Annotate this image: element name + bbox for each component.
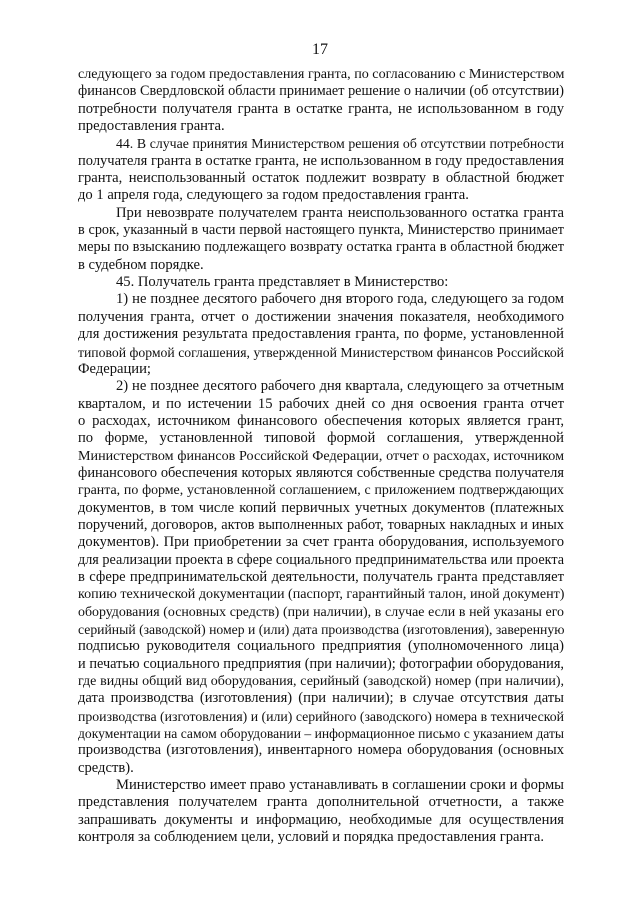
- text-line: производства (изготовления), инвентарного номера оборудования (основных: [78, 742, 564, 759]
- text-line: При невозврате получателем гранта неиспользованного остатка гранта: [116, 204, 564, 221]
- text-line: копию технической документации (паспорт, гарантийный талон, иной документ): [78, 586, 565, 603]
- text-line: документации на самом оборудовании – информационное письмо с указанием даты: [78, 726, 565, 742]
- text-line: меры по взысканию подлежащего возврату остатка гранта в областной бюджет: [78, 239, 564, 256]
- text-line: в срок, указанный в части первой настоящего пункта, Министерство принимает: [78, 222, 564, 239]
- text-line: в сфере предпринимательской деятельности, получатель гранта представляет: [78, 568, 564, 585]
- document-body: [78, 66, 564, 846]
- text-line: кварталом, и по истечении 15 рабочих дней со дня освоения гранта отчет: [78, 395, 564, 412]
- text-line: получения гранта, отчет о достижении значения показателя, необходимого: [78, 308, 564, 325]
- text-line: запрашивать документы и информацию, необходимые для осуществления: [78, 811, 564, 828]
- text-line: гранта, по форме, установленной соглашением, с приложением подтверждающих: [78, 483, 564, 499]
- text-line: 45. Получатель гранта представляет в Министерство:: [116, 274, 449, 291]
- text-line: поручений, договоров, актов выполненных работ, товарных накладных и иных: [78, 516, 564, 533]
- text-line: 2) не позднее десятого рабочего дня квартала, следующего за отчетным: [116, 378, 564, 395]
- text-line: потребности получателя гранта в остатке гранта, не использованном в году: [78, 100, 564, 117]
- text-line: о расходах, источником финансового обеспечения которых является грант,: [78, 412, 564, 429]
- text-line: Федерации;: [78, 360, 151, 377]
- text-line: Министерством финансов Российской Федерации, отчет о расходах, источником: [78, 447, 564, 464]
- text-line: для достижения результата предоставления гранта, по форме, установленной: [78, 326, 564, 343]
- text-line: для реализации проекта в сфере социального предпринимательства или проекта: [78, 551, 564, 568]
- text-line: серийный (заводской) номер и (или) дата производства (изготовления), заверенную: [78, 622, 565, 637]
- text-line: оборудования (основных средств) (при наличии), в случае если в ней указаны его: [78, 604, 564, 620]
- text-line: по форме, установленной типовой формой соглашения, утвержденной: [78, 430, 564, 447]
- text-line: документов, в том числе копий первичных учетных документов (платежных: [78, 499, 564, 516]
- page-number: 17: [312, 41, 328, 58]
- text-line: средств).: [78, 759, 134, 776]
- text-line: подписью руководителя социального предприятия (уполномоченного лица): [78, 638, 564, 655]
- text-line: типовой формой соглашения, утвержденной Министерством финансов Российской: [78, 344, 564, 360]
- text-line: предоставления гранта.: [78, 118, 225, 135]
- text-line: производства (изготовления) и (или) серийного (заводского) номера в технической: [78, 708, 565, 724]
- text-line: 1) не позднее десятого рабочего дня второго года, следующего за годом: [116, 291, 564, 308]
- text-line: и печатью социального предприятия (при наличии); фотографии оборудования,: [78, 655, 564, 672]
- text-line: контроля за соблюдением цели, условий и порядка предоставления гранта.: [78, 829, 544, 846]
- text-line: дата производства (изготовления) (при наличии); в случае отсутствия даты: [78, 690, 564, 707]
- text-line: документов). При приобретении за счет гранта оборудования, используемого: [78, 534, 564, 551]
- text-line: гранта, неиспользованный остаток подлежит возврату в областной бюджет: [78, 170, 564, 187]
- text-line: финансового обеспечения которых являются собственные средства получателя: [78, 464, 564, 481]
- text-line: представления получателем гранта дополнительной отчетности, а также: [78, 794, 564, 811]
- text-line: Министерство имеет право устанавливать в соглашении сроки и формы: [116, 777, 564, 794]
- text-line: следующего за годом предоставления гранта, по согласованию с Министерством: [78, 66, 565, 82]
- text-line: 44. В случае принятия Министерством решения об отсутствии потребности: [116, 136, 564, 152]
- text-line: получателя гранта в остатке гранта, не использованном в году предоставления: [78, 152, 564, 169]
- text-line: до 1 апреля года, следующего за годом предоставления гранта.: [78, 187, 469, 204]
- text-line: в судебном порядке.: [78, 256, 204, 273]
- text-line: где видны общий вид оборудования, серийный (заводской) номер (при наличии),: [78, 674, 564, 690]
- text-line: финансов Свердловской области принимает решение о наличии (об отсутствии): [78, 83, 564, 100]
